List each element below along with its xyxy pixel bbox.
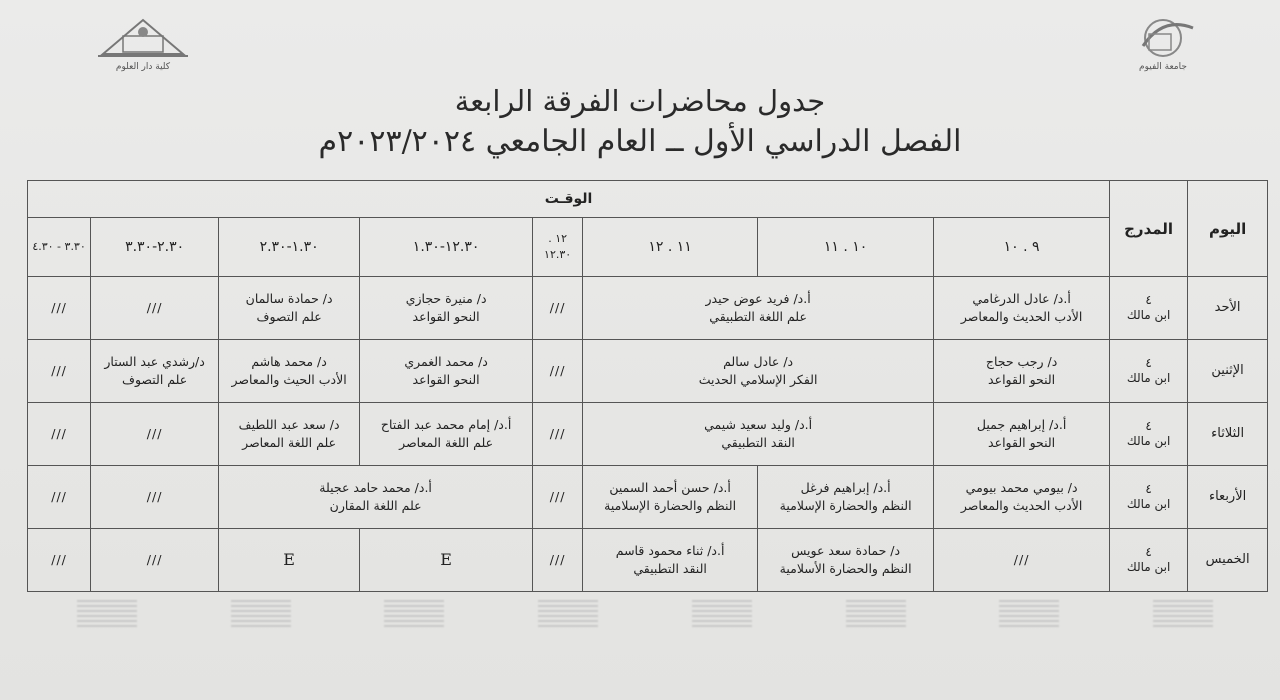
column-header-day: اليوم [1188,181,1268,277]
lecture-cell [583,529,758,592]
hall-number: ٤ [1145,419,1152,433]
lecturer-name: أ.د/ حسن أحمد السمين [609,480,731,495]
lecture-cell [934,277,1110,340]
empty-cell: /// [934,529,1110,592]
slot-330-430: ٣.٣٠ - ٤.٣٠ [28,218,91,277]
empty-cell: /// [533,529,583,592]
lecturer-name: أ.د/ وليد سعيد شيمي [704,417,813,432]
page-title: جدول محاضرات الفرقة الرابعة [454,84,826,118]
lecture-cell [360,403,533,466]
university-logo-caption: جامعة الفيوم [1139,62,1187,72]
slot-9-10: ٩ . ١٠ [934,218,1110,277]
empty-cell: /// [28,340,91,403]
slot-10-11: ١٠ . ١١ [758,218,934,277]
faculty-logo-caption: كلية دار العلوم [115,62,171,72]
empty-cell: /// [533,277,583,340]
course-name: علم اللغة التطبيقي [709,309,807,324]
lecturer-name: د/ حمادة سالمان [245,291,333,306]
course-name: النظم والحضارة الأسلامية [779,561,912,576]
smudge-mark [538,600,598,630]
hall-name: ابن مالك [1126,308,1171,322]
smudge-mark [1153,600,1213,630]
hall-cell [1110,466,1188,529]
hall-cell [1110,277,1188,340]
course-name: علم اللغة المقارن [329,498,422,513]
empty-cell: /// [533,340,583,403]
column-header-hall: المدرج [1110,181,1188,277]
hall-number: ٤ [1145,293,1152,307]
faculty-logo-icon [93,16,193,60]
lecturer-name: أ.د/ ثناء محمود قاسم [615,543,725,558]
course-name: النحو القواعد [988,435,1056,450]
day-cell: الأربعاء [1188,466,1268,529]
lecture-cell [758,466,934,529]
lecturer-name: أ.د/ إبراهيم فرغل [800,480,891,495]
hall-name: ابن مالك [1126,497,1171,511]
lecture-cell [934,340,1110,403]
course-name: الأدب الحديث والمعاصر [960,309,1083,324]
day-cell: الخميس [1188,529,1268,592]
empty-cell: /// [533,466,583,529]
course-name: النقد التطبيقي [633,561,707,576]
e-mark-cell: E [360,529,533,592]
university-logo-icon [1113,16,1213,60]
smudge-mark [692,600,752,630]
column-header-time: الوقـت [28,181,1110,218]
slot-130-230: ١.٣٠-٢.٣٠ [219,218,360,277]
course-name: النظم والحضارة الإسلامية [779,498,912,513]
lecture-cell [583,277,934,340]
hall-cell [1110,529,1188,592]
course-name: علم التصوف [122,372,188,387]
course-name: علم اللغة المعاصر [242,435,337,450]
lecturer-name: د/ رجب حجاج [985,354,1058,369]
lecturer-name: أ.د/ عادل الدرغامي [972,291,1071,306]
lecture-cell [219,403,360,466]
lecture-cell [583,466,758,529]
lecture-cell [934,466,1110,529]
lecturer-name: أ.د/ فريد عوض حيدر [705,291,811,306]
course-name: علم التصوف [256,309,322,324]
empty-cell: /// [533,403,583,466]
time-slots-row [28,218,1268,277]
slot-12-1230: ١٢ . ١٢.٣٠ [533,218,583,277]
smudge-mark [231,600,291,630]
table-header-row [28,181,1268,218]
course-name: النحو القواعد [988,372,1056,387]
hall-name: ابن مالك [1126,560,1171,574]
lecturer-name: د/رشدي عبد الستار [104,354,205,369]
schedule-table [27,180,1268,592]
day-cell: الأحد [1188,277,1268,340]
lecturer-name: د/ حمادة سعد عويس [791,543,901,558]
course-name: علم اللغة المعاصر [399,435,494,450]
lecture-cell [583,403,934,466]
empty-cell: /// [91,277,219,340]
table-row-tuesday [28,403,1268,466]
day-cell: الإثنين [1188,340,1268,403]
empty-cell: /// [28,466,91,529]
university-logo [1108,14,1218,74]
lecturer-name: د/ بيومي محمد بيومي [965,480,1078,495]
course-name: الأدب الحيث والمعاصر [231,372,347,387]
empty-cell: /// [28,277,91,340]
hall-number: ٤ [1145,482,1152,496]
slot-1230-130: ١٢.٣٠-١.٣٠ [360,218,533,277]
lecture-cell [934,403,1110,466]
lecture-cell [91,340,219,403]
empty-cell: /// [91,403,219,466]
smudge-mark [846,600,906,630]
course-name: النحو القواعد [412,372,480,387]
course-name: النظم والحضارة الإسلامية [604,498,737,513]
lecture-cell [758,529,934,592]
lecture-cell [219,340,360,403]
hall-cell [1110,403,1188,466]
lecturer-name: أ.د/ إبراهيم جميل [976,417,1067,432]
course-name: الأدب الحديث والمعاصر [960,498,1083,513]
slot-11-12: ١١ . ١٢ [583,218,758,277]
lecture-cell [219,277,360,340]
course-name: النحو القواعد [412,309,480,324]
smudge-mark [384,600,444,630]
table-row-sunday [28,277,1268,340]
lecture-cell [219,466,533,529]
signature-smudges [30,600,1260,640]
empty-cell: /// [28,529,91,592]
lecturer-name: د/ عادل سالم [723,354,794,369]
table-row-wednesday [28,466,1268,529]
smudge-mark [999,600,1059,630]
hall-cell [1110,340,1188,403]
lecture-cell [360,277,533,340]
lecturer-name: د/ محمد الغمري [404,354,488,369]
lecturer-name: أ.د/ إمام محمد عبد الفتاح [380,417,512,432]
faculty-logo [88,14,198,74]
smudge-mark [77,600,137,630]
table-row-monday [28,340,1268,403]
lecture-cell [360,340,533,403]
slot-230-330: ٢.٣٠-٣.٣٠ [91,218,219,277]
lecturer-name: د/ منيرة حجازي [405,291,487,306]
e-mark-cell: E [219,529,360,592]
lecturer-name: أ.د/ محمد حامد عجيلة [319,480,432,495]
page-subtitle: الفصل الدراسي الأول ــ العام الجامعي ٢٠٢٣/٢٠٢٤م [318,124,962,159]
course-name: الفكر الإسلامي الحديث [698,372,818,387]
empty-cell: /// [28,403,91,466]
lecturer-name: د/ سعد عبد اللطيف [238,417,340,432]
empty-cell: /// [91,529,219,592]
hall-number: ٤ [1145,356,1152,370]
table-row-thursday [28,529,1268,592]
hall-name: ابن مالك [1126,371,1171,385]
lecture-cell [583,340,934,403]
course-name: النقد التطبيقي [721,435,795,450]
lecturer-name: د/ محمد هاشم [251,354,327,369]
empty-cell: /// [91,466,219,529]
hall-number: ٤ [1145,545,1152,559]
day-cell: الثلاثاء [1188,403,1268,466]
hall-name: ابن مالك [1126,434,1171,448]
